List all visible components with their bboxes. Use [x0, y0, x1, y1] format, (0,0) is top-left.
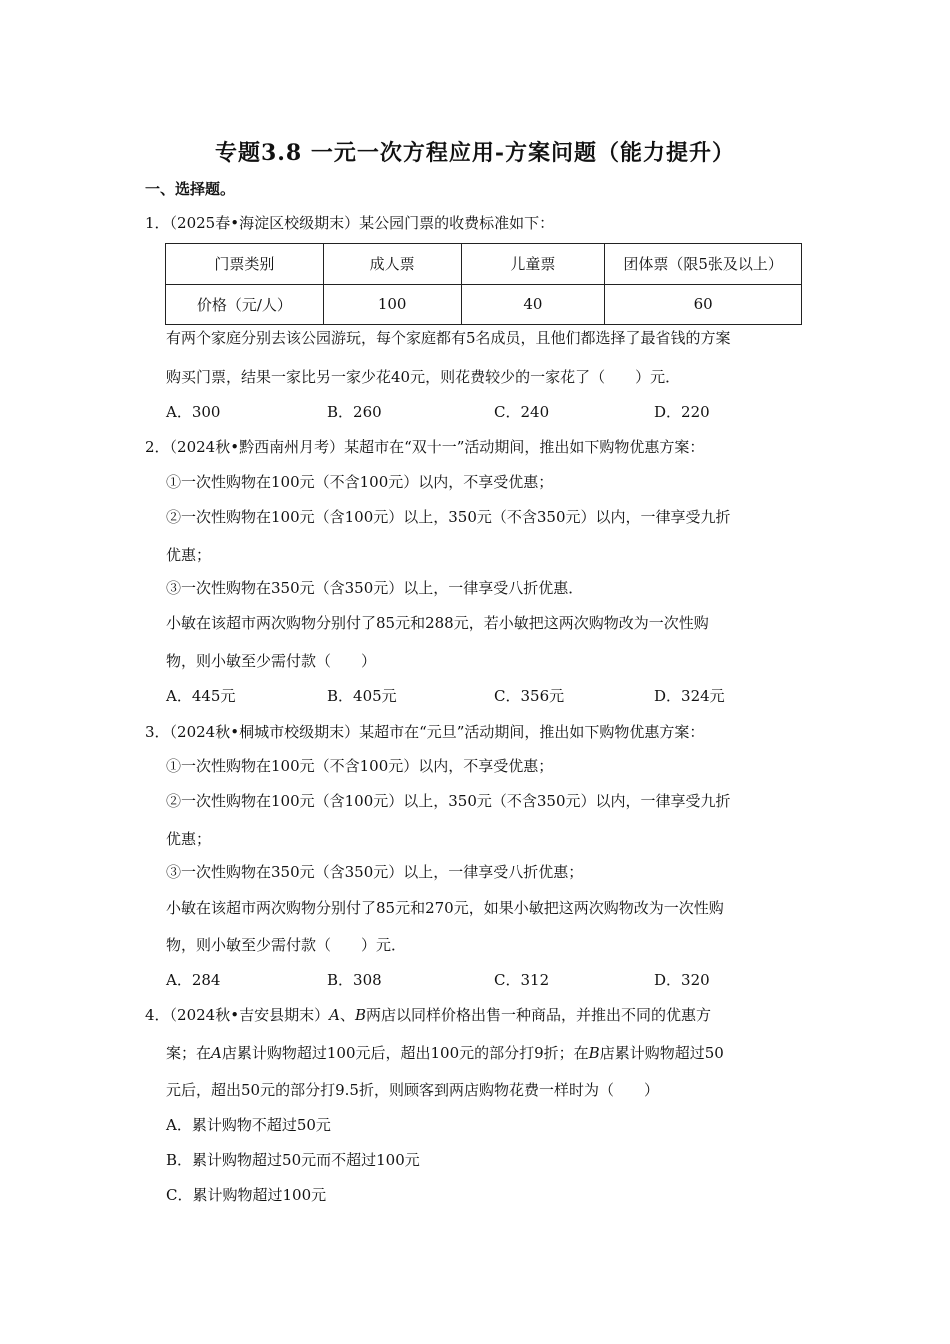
option-a: A．284: [166, 971, 221, 989]
table-header-cell: 儿童票: [461, 244, 605, 285]
question-3-condition: ③一次性购物在350元（含350元）以上，一律享受八折优惠；: [166, 863, 584, 881]
question-2-condition: ③一次性购物在350元（含350元）以上，一律享受八折优惠．: [166, 579, 584, 597]
table-header-cell: 团体票（限5张及以上）: [605, 244, 802, 285]
store-a-label: A: [329, 1006, 340, 1024]
option-a: A．445元: [166, 687, 236, 705]
question-2-condition: 优惠；: [166, 546, 212, 564]
option-b: B．累计购物超过50元而不超过100元: [166, 1151, 420, 1169]
table-header-cell: 门票类别: [166, 244, 324, 285]
option-c: C．240: [494, 403, 550, 421]
question-3-text: 小敏在该超市两次购物分别付了85元和270元，如果小敏把这两次购物改为一次性购: [166, 899, 724, 917]
question-3-condition: ②一次性购物在100元（含100元）以上，350元（不含350元）以内，一律享受九折: [166, 792, 731, 810]
store-b-label: B: [588, 1044, 600, 1062]
table-cell: 100: [323, 284, 461, 325]
question-4-stem-text: 两店以同样价格出售一种商品，并推出不同的优惠方: [365, 1006, 711, 1024]
question-4-text-part: 店累计购物超过50: [599, 1044, 724, 1062]
question-2-stem: 2．（2024秋•黔西南州月考）某超市在“双十一”活动期间，推出如下购物优惠方案：: [145, 438, 705, 456]
question-4-text-part: 案；在: [166, 1044, 212, 1062]
question-2-text: 小敏在该超市两次购物分别付了85元和288元，若小敏把这两次购物改为一次性购: [166, 614, 709, 632]
option-d: D．220: [654, 403, 710, 421]
option-c: C．356元: [494, 687, 565, 705]
option-c: C．累计购物超过100元: [166, 1186, 327, 1204]
store-a-label: A: [211, 1044, 222, 1062]
question-1-text: 有两个家庭分别去该公园游玩，每个家庭都有5名成员，且他们都选择了最省钱的方案: [166, 329, 731, 347]
question-2-text: 物，则小敏至少需付款（ ）: [166, 652, 377, 670]
question-3-condition: 优惠；: [166, 830, 212, 848]
option-d: D．320: [654, 971, 710, 989]
question-3-stem: 3．（2024秋•桐城市校级期末）某超市在“元旦”活动期间，推出如下购物优惠方案：: [145, 723, 705, 741]
table-row: [166, 284, 802, 325]
table-cell: 价格（元/人）: [166, 284, 324, 325]
ticket-price-table: [165, 243, 802, 325]
question-4-prefix: 4．（2024秋•吉安县期末）: [145, 1006, 330, 1024]
option-a: A．累计购物不超过50元: [166, 1116, 331, 1134]
question-3-condition: ①一次性购物在100元（不含100元）以内，不享受优惠；: [166, 757, 554, 775]
table-cell: 60: [605, 284, 802, 325]
option-c: C．312: [494, 971, 550, 989]
question-2-condition: ②一次性购物在100元（含100元）以上，350元（不含350元）以内，一律享受九折: [166, 508, 731, 526]
option-a: A．300: [166, 403, 221, 421]
option-b: B．260: [327, 403, 382, 421]
option-b: B．405元: [327, 687, 397, 705]
question-1-text: 购买门票，结果一家比另一家少花40元，则花费较少的一家花了（ ）元．: [166, 368, 681, 386]
table-header-cell: 成人票: [323, 244, 461, 285]
question-4-text: [166, 1043, 724, 1063]
question-3-text: 物，则小敏至少需付款（ ）元．: [166, 936, 407, 954]
question-4-text-part: 店累计购物超过100元后，超出100元的部分打9折；在: [221, 1044, 589, 1062]
question-2-condition: ①一次性购物在100元（不含100元）以内，不享受优惠；: [166, 473, 554, 491]
question-4-text: 元后，超出50元的部分打9.5折，则顾客到两店购物花费一样时为（ ）: [166, 1081, 659, 1099]
table-row: [166, 244, 802, 285]
separator: 、: [339, 1006, 355, 1024]
store-b-label: B: [354, 1006, 366, 1024]
section-heading: 一、选择题。: [145, 180, 236, 198]
option-b: B．308: [327, 971, 382, 989]
table-cell: 40: [461, 284, 605, 325]
question-4-stem: [145, 1005, 711, 1025]
page-title: 专题3.8 一元一次方程应用-方案问题（能力提升）: [214, 140, 736, 166]
option-d: D．324元: [654, 687, 725, 705]
question-1-stem: 1．（2025春•海淀区校级期末）某公园门票的收费标准如下：: [145, 214, 555, 232]
